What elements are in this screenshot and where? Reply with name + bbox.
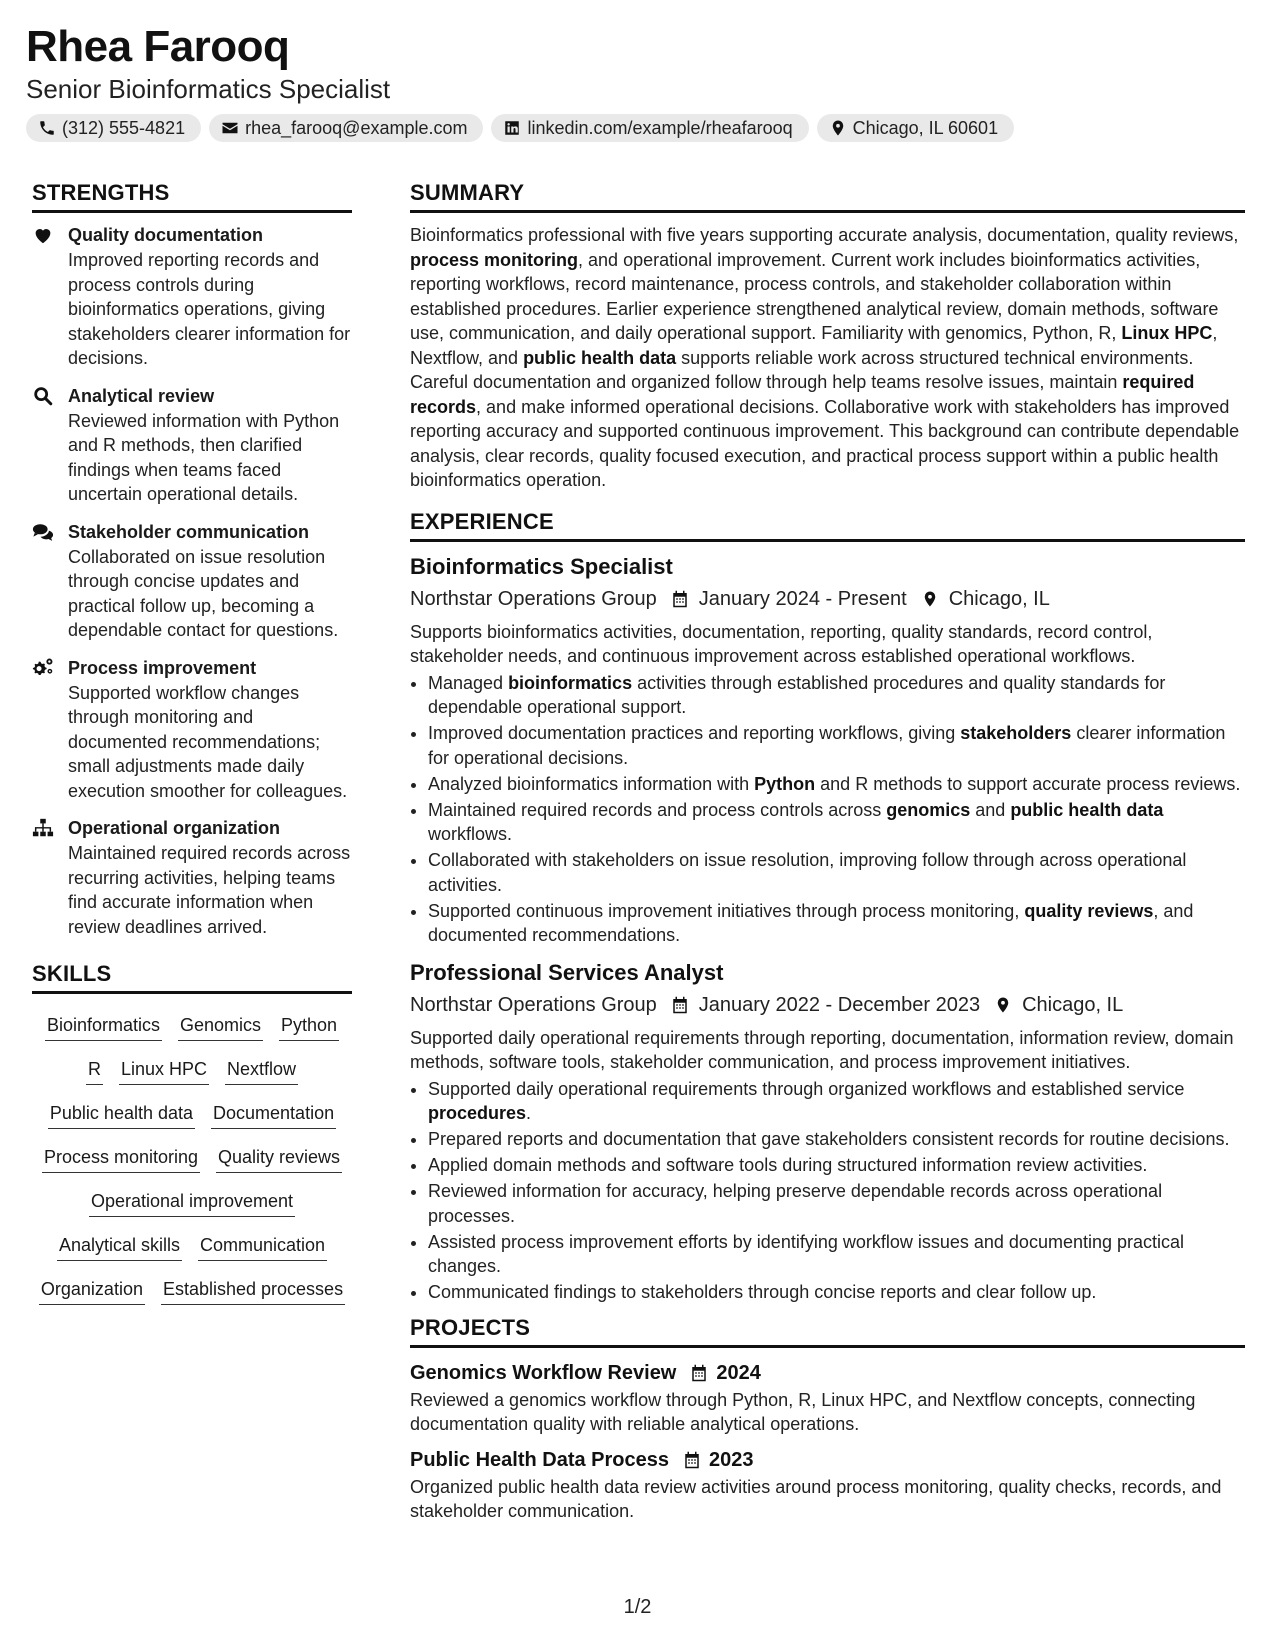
skill-tag: Established processes	[161, 1276, 345, 1305]
job-bullets	[410, 671, 1245, 948]
experience-heading: EXPERIENCE	[410, 509, 1245, 542]
contact-linkedin-text: linkedin.com/example/rheafarooq	[527, 117, 793, 138]
strength-desc: Maintained required records across recurring activities, helping teams find accurate information when review deadlines arrived.	[68, 843, 351, 937]
contact-email[interactable]	[209, 114, 483, 142]
job-location: Chicago, IL	[1022, 993, 1124, 1016]
skill-tag: Process monitoring	[42, 1144, 200, 1173]
strength-item	[32, 520, 352, 643]
gears-icon	[32, 657, 54, 679]
job-bullet: • Supported continuous improvement initiatives through process monitoring, quality reviews, and documented recommendations.	[428, 899, 1245, 948]
skill-tag: Analytical skills	[57, 1232, 182, 1261]
calendar-icon	[671, 996, 689, 1014]
phone-icon	[38, 119, 56, 137]
skill-tag: R	[86, 1056, 103, 1085]
page-number: 1/2	[623, 1596, 652, 1618]
contact-phone[interactable]	[26, 114, 201, 142]
project-entry	[410, 1445, 1245, 1524]
strength-desc: Collaborated on issue resolution through concise updates and practical follow up, becoming a dependable contact for questions.	[68, 546, 339, 640]
strength-title: Operational organization	[68, 818, 281, 838]
skills-list	[32, 1004, 352, 1305]
job-bullet: • Prepared reports and documentation that gave stakeholders consistent records for routine decisions.	[428, 1127, 1245, 1152]
project-entry	[410, 1358, 1245, 1437]
job-location: Chicago, IL	[948, 587, 1050, 610]
location-pin-icon	[829, 119, 847, 137]
contact-linkedin[interactable]	[491, 114, 808, 142]
skill-tag: Genomics	[178, 1012, 263, 1041]
job-description: Supported daily operational requirements through reporting, documentation, information review, domain methods, software tools, stakeholder communication, and process improvement initiatives.	[410, 1027, 1234, 1072]
summary-heading: SUMMARY	[410, 180, 1245, 213]
right-column	[410, 180, 1245, 1532]
strength-title: Process improvement	[68, 657, 257, 678]
location-pin-icon	[994, 996, 1012, 1014]
job-meta	[410, 584, 1245, 614]
candidate-name: Rhea Farooq	[26, 22, 290, 71]
skill-tag: Documentation	[211, 1100, 336, 1129]
job-company: Northstar Operations Group	[410, 993, 657, 1016]
job-dates: January 2022 - December 2023	[698, 993, 981, 1016]
job-bullet: • Supported daily operational requirements through organized workflows and established service procedures.	[428, 1077, 1245, 1126]
skill-tag: Python	[279, 1012, 339, 1041]
contact-bar	[26, 114, 1014, 142]
project-title: Genomics Workflow Review	[410, 1361, 677, 1384]
strength-item	[32, 656, 352, 804]
job-bullet: • Managed bioinformatics activities through established procedures and quality standards for dependable operational support.	[428, 671, 1245, 720]
project-year: 2024	[716, 1361, 761, 1384]
skill-tag: Quality reviews	[216, 1144, 342, 1173]
job-bullet: • Reviewed information for accuracy, helping preserve dependable records across operational processes.	[428, 1179, 1245, 1228]
project-title: Public Health Data Process	[410, 1448, 669, 1471]
job-meta	[410, 990, 1245, 1020]
contact-phone-text: (312) 555-4821	[62, 117, 186, 138]
chat-bubbles-icon	[32, 521, 54, 543]
strength-item	[32, 816, 352, 939]
org-chart-icon	[32, 817, 54, 839]
skill-tag: Nextflow	[225, 1056, 298, 1085]
strength-title: Analytical review	[68, 385, 215, 406]
strength-title: Stakeholder communication	[68, 521, 310, 542]
contact-location	[817, 114, 1014, 142]
skill-tag: Public health data	[48, 1100, 195, 1129]
candidate-role: Senior Bioinformatics Specialist	[26, 74, 391, 104]
strength-item	[32, 384, 352, 507]
skill-tag: Operational improvement	[89, 1188, 295, 1217]
left-column	[32, 180, 352, 1305]
projects-heading: PROJECTS	[410, 1315, 1245, 1348]
job-bullet: • Assisted process improvement efforts by identifying workflow issues and documenting practical changes.	[428, 1230, 1245, 1279]
job-bullet: • Applied domain methods and software tools during structured information review activities.	[428, 1153, 1245, 1178]
job-bullet: • Improved documentation practices and reporting workflows, giving stakeholders clearer information for operational decisions.	[428, 721, 1245, 770]
job-bullet: • Collaborated with stakeholders on issue resolution, improving follow through across operational activities.	[428, 848, 1245, 897]
strength-item	[32, 223, 352, 371]
job-bullet: • Analyzed bioinformatics information with Python and R methods to support accurate process reviews.	[428, 772, 1245, 797]
strength-desc: Supported workflow changes through monitoring and documented recommendations; small adjustments made daily execution smoother for colleagues.	[68, 682, 348, 801]
contact-email-text: rhea_farooq@example.com	[245, 117, 468, 138]
project-description: Reviewed a genomics workflow through Python, R, Linux HPC, and Nextflow concepts, connecting documentation quality with reliable analytical operations.	[410, 1389, 1196, 1434]
job-entry	[410, 552, 1245, 948]
skill-tag: Linux HPC	[119, 1056, 209, 1085]
skill-tag: Organization	[39, 1276, 145, 1305]
skills-heading: SKILLS	[32, 961, 352, 994]
summary-text: Bioinformatics professional with five years supporting accurate analysis, documentation, quality reviews, process monitoring, and operational improvement. Current work includes bioinformatics activities, reporting workflows, record maintenance, process controls, and stakeholder collaboration within established procedures. Earlier experience strengthened analytical review, domain methods, software use, communication, and daily operational support. Familiarity with genomics, Python, R, Linux HPC, Nextflow, and public health data supports reliable work across structured technical environments. Careful documentation and organized follow through help teams resolve issues, maintain required records, and make informed operational decisions. Collaborative work with stakeholders has improved reporting accuracy and supported continuous improvement. This background can contribute dependable analysis, clear records, quality focused execution, and practical process support within a public health bioinformatics operation.	[410, 225, 1240, 490]
job-bullet: • Communicated findings to stakeholders through concise reports and clear follow up.	[428, 1280, 1245, 1305]
calendar-icon	[671, 590, 689, 608]
job-title: Bioinformatics Specialist	[410, 553, 673, 579]
skill-tag: Bioinformatics	[45, 1012, 162, 1041]
project-year: 2023	[708, 1448, 754, 1471]
strengths-heading: STRENGTHS	[32, 180, 352, 213]
envelope-icon	[221, 119, 239, 137]
job-entry	[410, 958, 1245, 1305]
project-description: Organized public health data review activities around process monitoring, quality checks, records, and stakeholder communication.	[410, 1476, 1222, 1521]
job-dates: January 2024 - Present	[698, 587, 907, 610]
calendar-icon	[683, 1451, 701, 1469]
job-company: Northstar Operations Group	[410, 587, 657, 610]
search-icon	[32, 385, 54, 407]
strength-desc: Improved reporting records and process controls during bioinformatics operations, giving stakeholders clearer information for decisions.	[68, 250, 351, 368]
job-title: Professional Services Analyst	[410, 959, 724, 985]
heart-icon	[32, 224, 54, 246]
skill-tag: Communication	[198, 1232, 327, 1261]
calendar-icon	[690, 1364, 708, 1382]
strength-title: Quality documentation	[68, 225, 264, 245]
contact-location-text: Chicago, IL 60601	[852, 117, 999, 138]
job-description: Supports bioinformatics activities, documentation, reporting, quality standards, record control, stakeholder needs, and continuous improvement across established operational workflows.	[410, 621, 1153, 666]
linkedin-icon	[503, 119, 521, 137]
job-bullet: • Maintained required records and process controls across genomics and public health data workflows.	[428, 798, 1245, 847]
location-pin-icon	[921, 590, 939, 608]
job-bullets	[410, 1077, 1245, 1305]
strength-desc: Reviewed information with Python and R methods, then clarified findings when teams faced uncertain operational details.	[68, 410, 340, 504]
